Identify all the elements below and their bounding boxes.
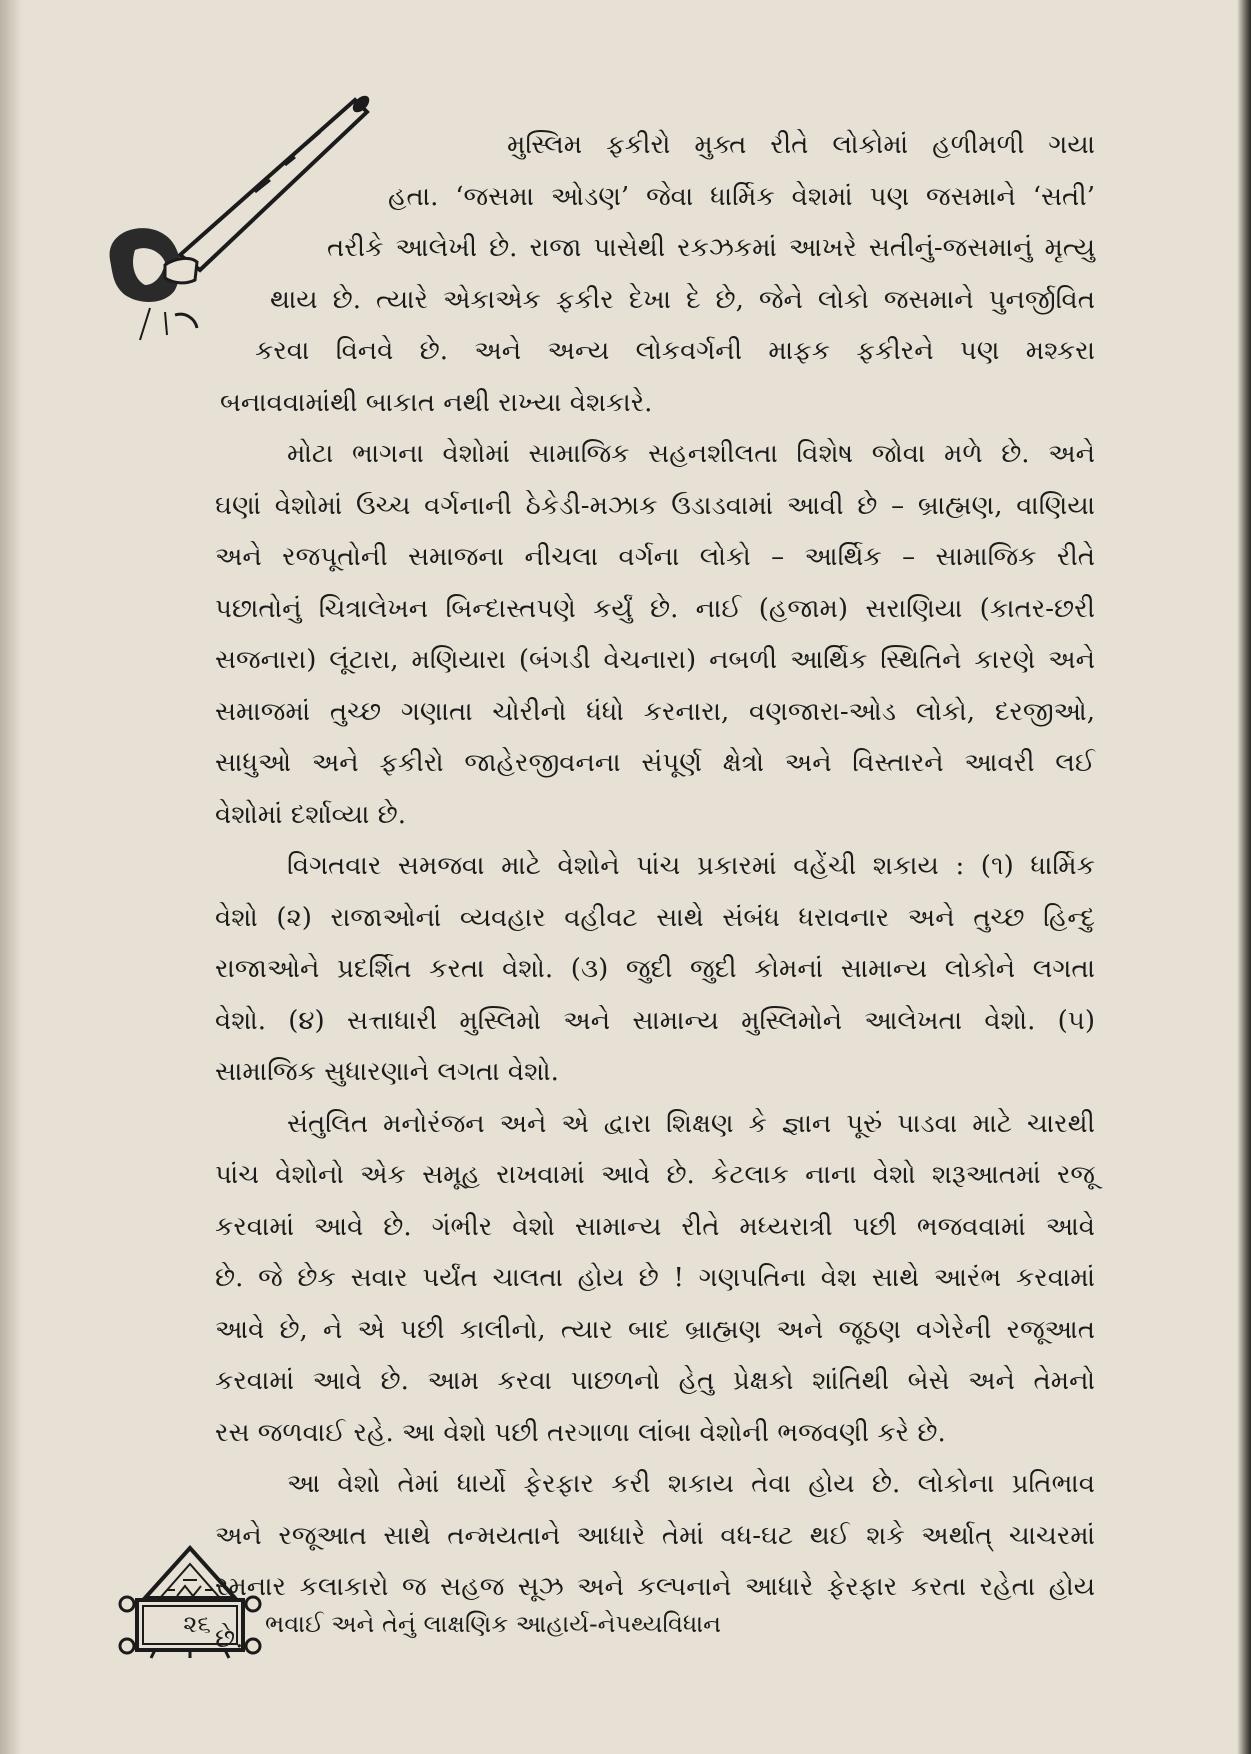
text-line: બનાવવામાંથી બાકાત નથી રાખ્યા વેશકારે. bbox=[220, 387, 653, 418]
text-line: ઘણાં વેશોમાં ઉચ્ચ વર્ગનાની ઠેકેડી-મઝાક ઉડાડવામાં આવી છે – બ્રાહ્મણ, વાણિયા bbox=[215, 490, 1095, 521]
text-line: આવે છે, ને એ પછી કાલીનો, ત્યાર બાદ બ્રાહ્મણ અને જૂઠણ વગેરેની રજૂઆત bbox=[215, 1314, 1095, 1345]
text-line: સાધુઓ અને ફકીરો જાહેરજીવનના સંપૂર્ણ ક્ષેત્રો અને વિસ્તારને આવરી લઈ bbox=[215, 748, 1095, 778]
decorative-frame-icon bbox=[115, 1540, 265, 1660]
text-line: મોટા ભાગના વેશોમાં સામાજિક સહનશીલતા વિશેષ જોવા મળે છે. અને bbox=[287, 439, 1095, 469]
paragraph-4 bbox=[215, 1099, 1095, 1460]
text-line: છે. bbox=[215, 1623, 244, 1654]
text-line: કરવા વિનવે છે. અને અન્ય લોકવર્ગની માફક ફકીરને પણ મશ્કરા bbox=[255, 336, 1095, 366]
paragraph-1 bbox=[215, 120, 1095, 429]
page-number: ૨૬ bbox=[183, 1610, 211, 1638]
text-line: રમનાર કલાકારો જ સહજ સૂઝ અને કલ્પનાને આધારે ફેરફાર કરતા રહેતા હોય bbox=[215, 1572, 1095, 1602]
page-edge-shadow-right bbox=[1237, 0, 1251, 1754]
text-line: પાંચ વેશોનો એક સમૂહ રાખવામાં આવે છે. કેટલાક નાના વેશો શરૂઆતમાં રજૂ bbox=[215, 1160, 1095, 1190]
text-line: છે. જે છેક સવાર પર્યંત ચાલતા હોય છે ! ગણપતિના વેશ સાથે આરંભ કરવામાં bbox=[215, 1263, 1095, 1293]
text-line: મુસ્લિમ ફકીરો મુક્ત રીતે લોકોમાં હળીમળી ગયા bbox=[507, 130, 1095, 160]
text-line: વેશો. (૪) સત્તાધારી મુસ્લિમો અને સામાન્ય મુસ્લિમોને આલેખતા વેશો. (૫) bbox=[215, 1005, 1095, 1036]
text-line: કરવામાં આવે છે. આમ કરવા પાછળનો હેતુ પ્રેક્ષકો શાંતિથી બેસે અને તેમનો bbox=[215, 1366, 1095, 1396]
paragraph-3 bbox=[215, 841, 1095, 1099]
text-line: આ વેશો તેમાં ધાર્યો ફેરફાર કરી શકાય તેવા હોય છે. લોકોના પ્રતિભાવ bbox=[287, 1469, 1095, 1499]
text-line: વિગતવાર સમજવા માટે વેશોને પાંચ પ્રકારમાં વહેંચી શકાય : (૧) ધાર્મિક bbox=[287, 851, 1095, 881]
text-line: રાજાઓને પ્રદર્શિત કરતા વેશો. (૩) જુદી જુદી કોમનાં સામાન્ય લોકોને લગતા bbox=[215, 954, 1095, 984]
book-title: ભવાઈ અને તેનું લાક્ષણિક આહાર્ય-નેપથ્યવિધાન bbox=[265, 1610, 722, 1638]
body-text bbox=[215, 120, 1095, 1665]
text-line: અને રજૂઆત સાથે તન્મયતાને આધારે તેમાં વધ-ઘટ થઈ શકે અર્થાત્ ચાચરમાં bbox=[215, 1520, 1095, 1551]
text-line: થાય છે. ત્યારે એકાએક ફકીર દેખા દે છે, જેને લોકો જસમાને પુનર્જીવિત bbox=[270, 284, 1095, 315]
page-edge-shadow bbox=[0, 0, 22, 1754]
text-line: પછાતોનું ચિત્રાલેખન બિન્દાસ્તપણે કર્યું છે. નાઈ (હજામ) સરાણિયા (કાતર-છરી bbox=[215, 593, 1095, 624]
text-line: તરીકે આલેખી છે. રાજા પાસેથી રકઝકમાં આખરે સતીનું-જસમાનું મૃત્યુ bbox=[327, 233, 1095, 263]
text-line: વેશોમાં દર્શાવ્યા છે. bbox=[215, 799, 406, 830]
text-line: સામાજિક સુધારણાને લગતા વેશો. bbox=[215, 1057, 559, 1087]
text-line: વેશો (૨) રાજાઓનાં વ્યવહાર વહીવટ સાથે સંબંધ ધરાવનાર અને તુચ્છ હિન્દુ bbox=[215, 902, 1095, 933]
text-line: સમાજમાં તુચ્છ ગણાતા ચોરીનો ધંધો કરનારા, વણજારા-ઓડ લોકો, દરજીઓ, bbox=[215, 696, 1095, 727]
paragraph-2 bbox=[215, 429, 1095, 841]
text-line: હતા. ‘જસમા ઓડણ’ જેવા ધાર્મિક વેશમાં પણ જસમાને ‘સતી’ bbox=[388, 181, 1095, 212]
text-line: સંતુલિત મનોરંજન અને એ દ્વારા શિક્ષણ કે જ્ઞાન પૂરું પાડવા માટે ચારથી bbox=[287, 1108, 1095, 1139]
text-line: અને રજપૂતોની સમાજના નીચલા વર્ગના લોકો – આર્થિક – સામાજિક રીતે bbox=[215, 542, 1095, 572]
text-line: કરવામાં આવે છે. ગંભીર વેશો સામાન્ય રીતે મધ્યરાત્રી પછી ભજવવામાં આવે bbox=[215, 1211, 1095, 1242]
text-line: રસ જળવાઈ રહે. આ વેશો પછી તરગાળા લાંબા વેશોની ભજવણી કરે છે. bbox=[215, 1417, 946, 1448]
text-line: સજનારા) લૂંટારા, મણિયારા (બંગડી વેચનારા) નબળી આર્થિક સ્થિતિને કારણે અને bbox=[215, 645, 1095, 675]
page-footer bbox=[115, 1540, 815, 1660]
